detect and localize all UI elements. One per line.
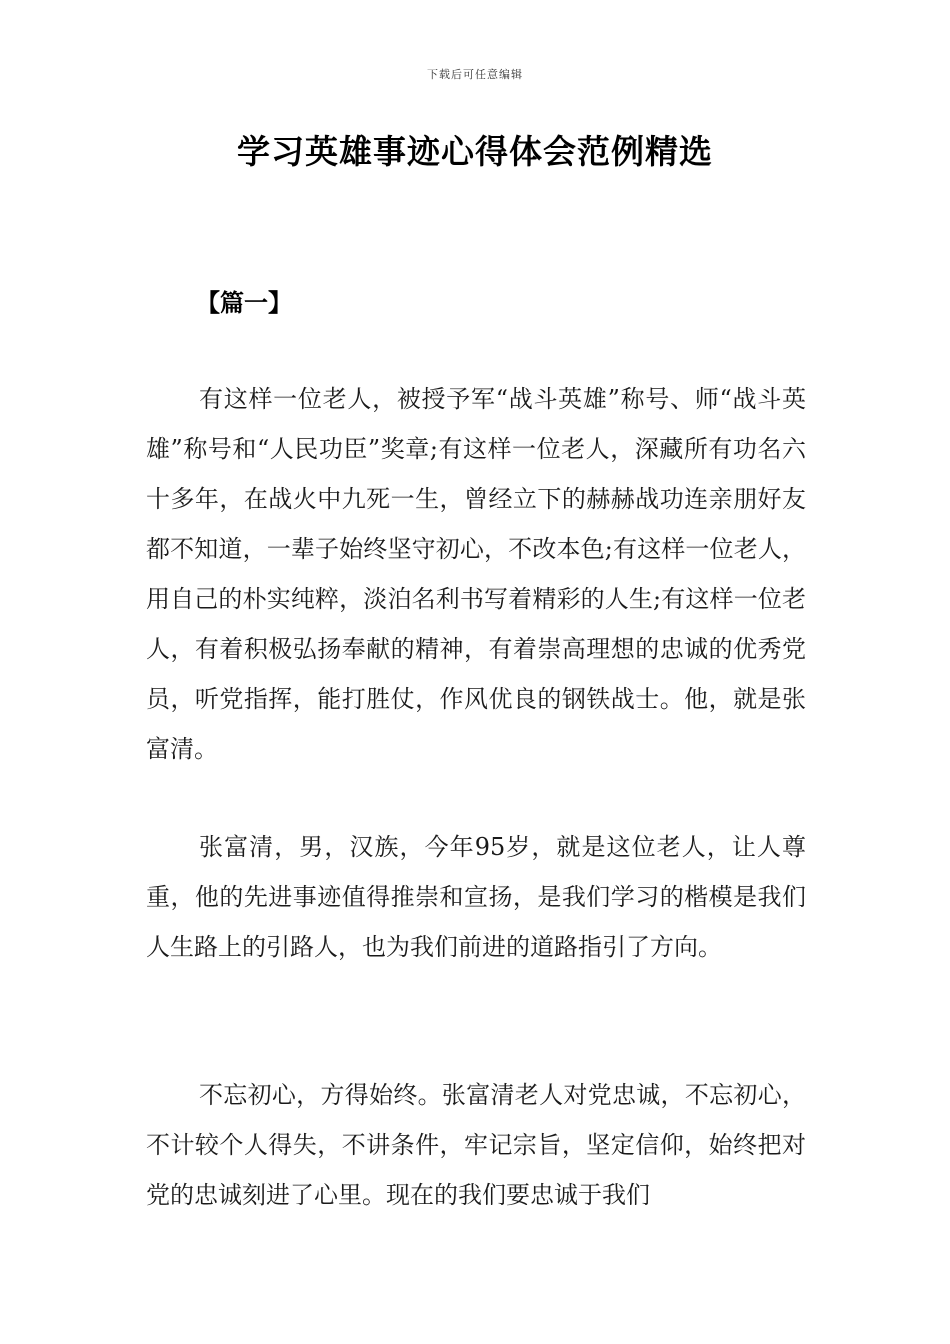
body-paragraph: 不忘初心，方得始终。张富清老人对党忠诚，不忘初心，不计较个人得失，不讲条件，牢记宗旨，坚定信仰，始终把对党的忠诚刻进了心里。现在的我们要忠诚于我们	[146, 1081, 806, 1209]
section-label: 【篇一】	[196, 289, 292, 317]
body-paragraph: 张富清，男，汉族，今年95岁，就是这位老人，让人尊重，他的先进事迹值得推崇和宣扬，是我们学习的楷模是我们人生路上的引路人，也为我们前进的道路指引了方向。	[146, 833, 806, 961]
body-paragraph: 有这样一位老人，被授予军“战斗英雄”称号、师“战斗英雄”称号和“人民功臣”奖章;有这样一位老人，深藏所有功名六十多年，在战火中九死一生，曾经立下的赫赫战功连亲朋好友都不知道，一辈子始终坚守初心，不改本色;有这样一位老人，用自己的朴实纯粹，淡泊名利书写着精彩的人生;有这样一位老人，有着积极弘扬奉献的精神，有着崇高理想的忠诚的优秀党员，听党指挥，能打胜仗，作风优良的钢铁战士。他，就是张富清。	[146, 385, 806, 763]
header-note: 下载后可任意编辑	[427, 68, 523, 81]
document-title: 学习英雄事迹心得体会范例精选	[237, 132, 713, 171]
